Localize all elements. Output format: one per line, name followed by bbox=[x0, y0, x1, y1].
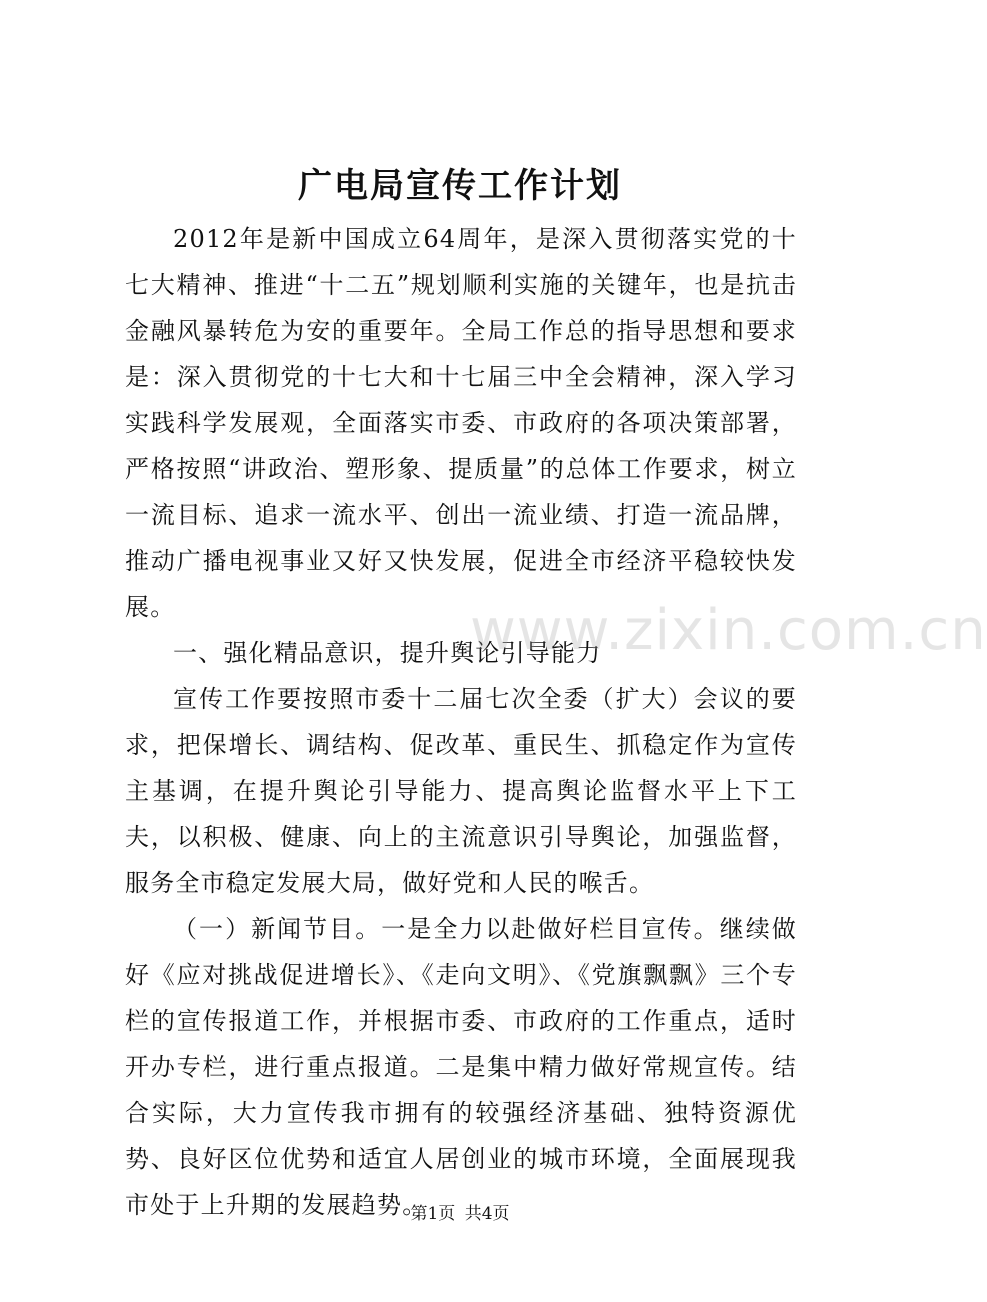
paragraph-section-1: 宣传工作要按照市委十二届七次全委（扩大）会议的要求，把保增长、调结构、促改革、重民生、抓稳定作为宣传主基调，在提升舆论引导能力、提高舆论监督水平上下工夫，以积极、健康、向上的主流意识引导舆论，加强监督，服务全市稳定发展大局，做好党和人民的喉舌。 bbox=[125, 685, 797, 897]
section-heading-1: 一、强化精品意识，提升舆论引导能力 bbox=[173, 639, 602, 667]
site-watermark: www.zixin.com.cn bbox=[470, 598, 987, 663]
document-title: 广电局宣传工作计划 bbox=[298, 166, 622, 206]
page-total: 共4页 bbox=[464, 1204, 510, 1224]
paragraph-news-programs: （一）新闻节目。一是全力以赴做好栏目宣传。继续做好《应对挑战促进增长》、《走向文明》、《党旗飘飘》三个专栏的宣传报道工作，并根据市委、市政府的工作重点，适时开办专栏，进行重点报道。二是集中精力做好常规宣传。结合实际，大力宣传我市拥有的较强经济基础、独特资源优势、良好区位优势和适宜人居创业的城市环境，全面展现我市处于上升期的发展趋势。 bbox=[125, 915, 797, 1219]
document-body bbox=[125, 216, 797, 1228]
paragraph-intro: 2012年是新中国成立64周年，是深入贯彻落实党的十七大精神、推进“十二五”规划顺利实施的关键年，也是抗击金融风暴转危为安的重要年。全局工作总的指导思想和要求是：深入贯彻党的十七大和十七届三中全会精神，深入学习实践科学发展观，全面落实市委、市政府的各项决策部署，严格按照“讲政治、塑形象、提质量”的总体工作要求，树立一流目标、追求一流水平、创出一流业绩、打造一流品牌，推动广播电视事业又好又快发展，促进全市经济平稳较快发展。 bbox=[125, 225, 797, 621]
page-footer bbox=[0, 1199, 920, 1224]
page-number: 第1页 bbox=[410, 1204, 456, 1224]
